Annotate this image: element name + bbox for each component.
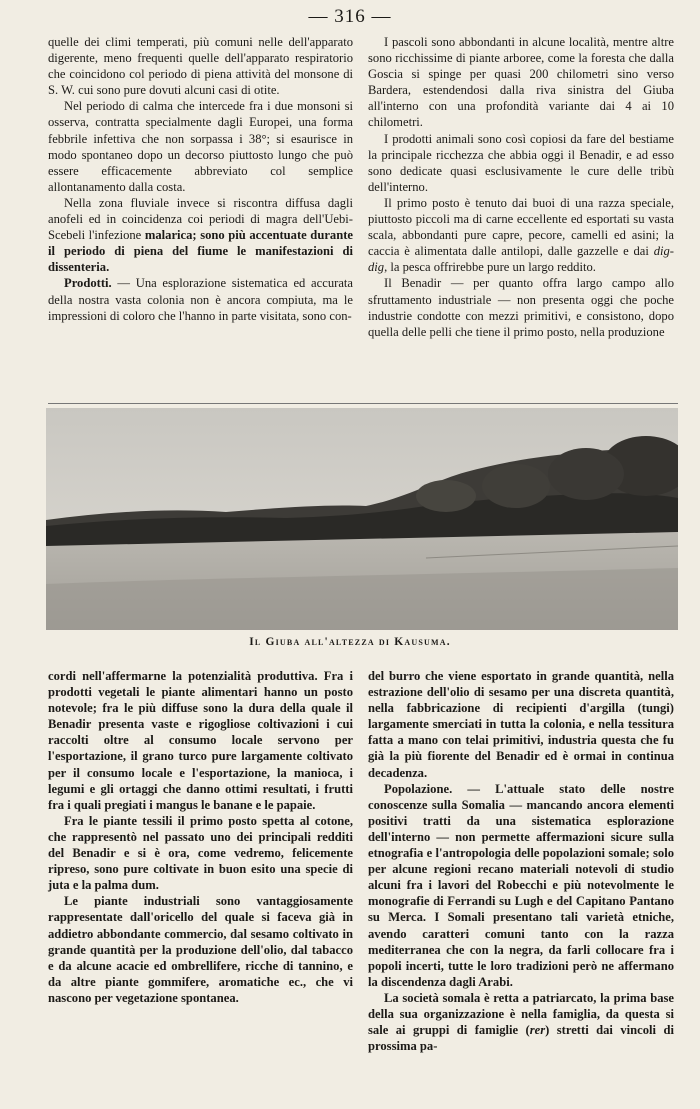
paragraph [368,195,674,275]
paragraph: Nel periodo di calma che intercede fra i due monsoni si osserva, contratta specialmente dagli Europei, una forma febbrile infettiva che non sorpassa i 38°; si esaurisce in modo spontaneo dopo un decorso piuttosto lungo che può essere efficacemente abbreviato col semplice allontanamento dalla costa. [48,99,353,194]
column-top-right [368,34,674,340]
paragraph-bold-text: malarica; sono più accentuate durante il periodo di piena del fiume le manifestazioni di dissenteria. [48,228,353,275]
paragraph: Fra le piante tessili il primo posto spetta al cotone, che rappresentò nel passato uno dei principali redditi del Benadir e si è ora, come vedremo, felicemente ripreso, sono pure coltivate in buon esito una specie di juta e la palma dum. [48,813,353,893]
section-heading-popolazione: Popolazione. [384,781,453,796]
paragraph: Il Benadir — per quanto offra largo campo allo sfruttamento industriale — non presenta oggi che poche industrie condotte con mezzi primitivi, e consistono, dopo quella delle pelli che tiene il primo posto, nella produzione [368,276,674,339]
paragraph: quelle dei climi temperati, più comuni nelle dell'apparato digerente, meno frequenti quelle dell'apparato respiratorio che coincidono col periodo di piena attività del monsone di S. W. cui sono pure dovuti alcuni casi di otite. [48,35,353,98]
paragraph [48,275,353,323]
italic-term: dig-dig [368,244,674,275]
paragraph [48,195,353,275]
italic-term: rer [529,1023,546,1038]
paragraph: cordi nell'affermarne la potenzialità produttiva. Fra i prodotti vegetali le piante alimentari hanno un posto notevole; fra le più diffuse sono la dura della quale il Benadir presenta vaste e rigogliose coltivazioni i cui raccolti oltre al consumo locale servono per l'esportazione, il grano turco pure largamente coltivato per il consumo locale e l'esportazione, la manioca, i legumi e gli ortaggi che danno ottimi resultati, i frutti fra i quali pregiati i mangus le banane e le papaie. [48,669,353,812]
paragraph-text: — Una esplorazione sistematica ed accurata della nostra vasta colonia non è ancora compiuta, ma le impressioni di coloro che l'hanno in parte visitata, sono con- [48,276,353,323]
paragraph: Le piante industriali sono vantaggiosamente rappresentate dall'oricello del quale si faceva già in addietro abbondante commercio, dal sesamo coltivato in grande quantità per la produzione dell'olio, dal tabacco e da alcune acacie ed ombrellifere, ricche di tannino, e da altre piante gommifere, aromatiche ec., che vi nascono per vegetazione spontanea. [48,894,353,1005]
divider [48,403,678,404]
paragraph-text: Nella zona fluviale invece si riscontra diffusa dagli anofeli ed in coincidenza coi periodi di magra dell'Uebi-Scebeli l'infezione [48,195,353,243]
paragraph-text: Il primo posto è tenuto dai buoi di una razza speciale, piuttosto piccoli ma di carne eccellente ed esportati su vasta scala, abbondanti pure capre, pecore, camelli ed asini; la caccia è alimentata dalle antilopi, dalle gazzelle e dai [368,195,674,259]
paragraph [368,781,674,990]
river-photograph [46,408,678,630]
column-bottom-right [368,668,674,1054]
column-top-left [48,34,353,324]
paragraph-text: ) stretti dai vincoli di prossima pa- [368,1023,674,1054]
page-number: — 316 — [308,6,392,27]
paragraph [368,990,674,1054]
paragraph: del burro che viene esportato in grande quantità, nella estrazione dell'olio di sesamo per una discreta quantità, nella fabbricazione di recipienti d'argilla (tungi) largamente smerciati in tutta la colonia, e nella tessitura fatta a mano con telai primitivi, industria questa che fu già la più fiorente del Benadir ed è ormai in continua decadenza. [368,669,674,780]
figure-caption: Il Giuba all'altezza di Kausuma. [249,636,451,648]
river-landscape-image [46,408,678,630]
paragraph: I prodotti animali sono così copiosi da fare del bestiame la principale ricchezza che abbia oggi il Benadir, e ad esso sono dedicate quasi esclusivamente le cure delle tribù dell'interno. [368,131,674,194]
paragraph-text: , la pesca offrirebbe pure un largo reddito. [384,260,596,275]
column-bottom-left [48,668,353,1006]
paragraph-text: — L'attuale stato delle nostre conoscenze sulla Somalia — mancando ancora elementi positivi tratti da una sistematica esplorazione dell'interno — non permette affermazioni sicure sulla etnografia e l'antropologia delle popolazioni somale; solo per alcune regioni recano materiali notevoli di studio alcuni fra i lavori del Robecchi e più notevolmente le monografie di Ferrandi su Lugh e del Capitano Pantano su Merca. I Somali presentano tali varietà etniche, avendo caratteri comuni tanto con la razza mediterranea che con la negra, da farli collocare fra i popoli incerti, tutte le loro tradizioni però ne affermano la discendenza dagli Arabi. [368,781,674,989]
paragraph-text: La società somala è retta a patriarcato, la prima base della sua organizzazione è nella famiglia, da questa si sale ai gruppi di famiglie ( [368,990,674,1038]
paragraph: I pascoli sono abbondanti in alcune località, mentre altre sono ricchissime di piante arboree, come la foresta che dalla Goscia si spinge per quasi 200 chilometri sino verso Bardera, estendendosi dalla riva sinistra del Giuba all'interno con una profondità variante dai 4 ai 10 chilometri. [368,35,674,130]
section-heading-prodotti: Prodotti. [64,276,112,291]
